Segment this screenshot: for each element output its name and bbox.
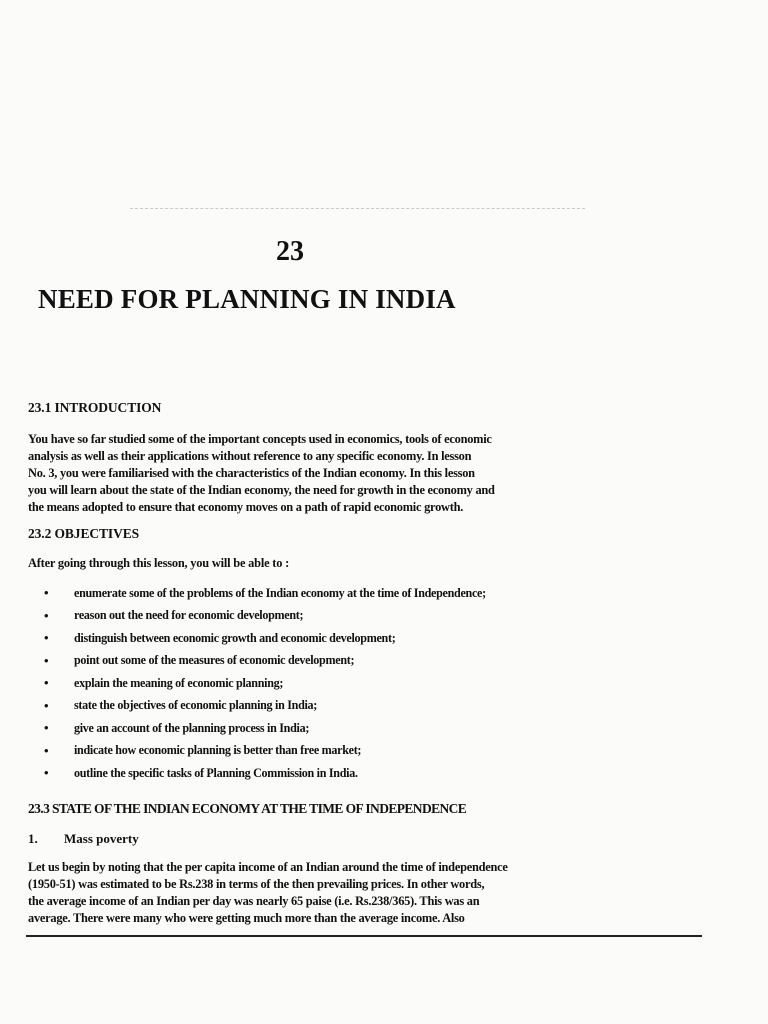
bullet-icon: • — [44, 630, 49, 646]
list-item-text: outline the specific tasks of Planning Commission in India. — [74, 765, 358, 780]
bullet-icon: • — [44, 607, 49, 623]
paragraph-line: the average income of an Indian per day was nearly 65 paise (i.e. Rs.238/365). This was an — [28, 894, 480, 908]
objectives-lead: After going through this lesson, you will be able to : — [28, 556, 290, 570]
paragraph-line: Let us begin by noting that the per capita income of an Indian around the time of independence — [28, 860, 508, 874]
bullet-icon: • — [44, 652, 49, 668]
section-heading-state: 23.3 STATE OF THE INDIAN ECONOMY AT THE TIME OF INDEPENDENCE — [28, 801, 467, 816]
chapter-title: NEED FOR PLANNING IN INDIA — [38, 284, 456, 314]
subheading-mass-poverty — [28, 831, 139, 847]
objectives-list — [44, 582, 486, 785]
chapter-number: 23 — [276, 236, 304, 267]
paragraph-line: You have so far studied some of the important concepts used in economics, tools of economic — [28, 432, 492, 446]
list-item-text: indicate how economic planning is better than free market; — [74, 743, 362, 758]
list-item — [44, 582, 486, 605]
bottom-rule — [26, 935, 702, 937]
list-item — [44, 762, 486, 785]
list-item — [44, 672, 486, 695]
mass-poverty-paragraph — [28, 859, 548, 927]
paragraph-line: No. 3, you were familiarised with the characteristics of the Indian economy. In this lesson — [28, 466, 475, 480]
scan-rule — [130, 208, 585, 209]
list-item-text: distinguish between economic growth and economic development; — [74, 630, 396, 645]
list-item — [44, 740, 486, 763]
section-heading-objectives: 23.2 OBJECTIVES — [28, 526, 140, 541]
paragraph-line: (1950-51) was estimated to be Rs.238 in terms of the then prevailing prices. In other words, — [28, 877, 485, 891]
paragraph-line: the means adopted to ensure that economy moves on a path of rapid economic growth. — [28, 500, 464, 514]
list-item — [44, 627, 486, 650]
list-item — [44, 605, 486, 628]
list-item — [44, 650, 486, 673]
bullet-icon: • — [44, 742, 49, 758]
paragraph-line: you will learn about the state of the Indian economy, the need for growth in the economy and — [28, 483, 495, 497]
paragraph-line: analysis as well as their applications without reference to any specific economy. In lesson — [28, 449, 472, 463]
paragraph-line: average. There were many who were getting much more than the average income. Also — [28, 911, 465, 925]
list-item-text: explain the meaning of economic planning; — [74, 675, 284, 690]
list-item-text: reason out the need for economic development; — [74, 608, 304, 623]
list-item-text: point out some of the measures of economic development; — [74, 653, 355, 668]
bullet-icon: • — [44, 720, 49, 736]
bullet-icon: • — [44, 765, 49, 781]
bullet-icon: • — [44, 675, 49, 691]
section-heading-introduction: 23.1 INTRODUCTION — [28, 400, 162, 415]
introduction-paragraph — [28, 431, 548, 516]
bullet-icon: • — [44, 697, 49, 713]
list-item — [44, 695, 486, 718]
list-item — [44, 717, 486, 740]
list-item-text: state the objectives of economic planning in India; — [74, 698, 318, 713]
subheading-number: 1. — [28, 831, 38, 846]
subheading-title: Mass poverty — [64, 831, 139, 846]
list-item-text: give an account of the planning process in India; — [74, 720, 310, 735]
bullet-icon: • — [44, 585, 49, 601]
list-item-text: enumerate some of the problems of the Indian economy at the time of Independence; — [74, 585, 486, 600]
